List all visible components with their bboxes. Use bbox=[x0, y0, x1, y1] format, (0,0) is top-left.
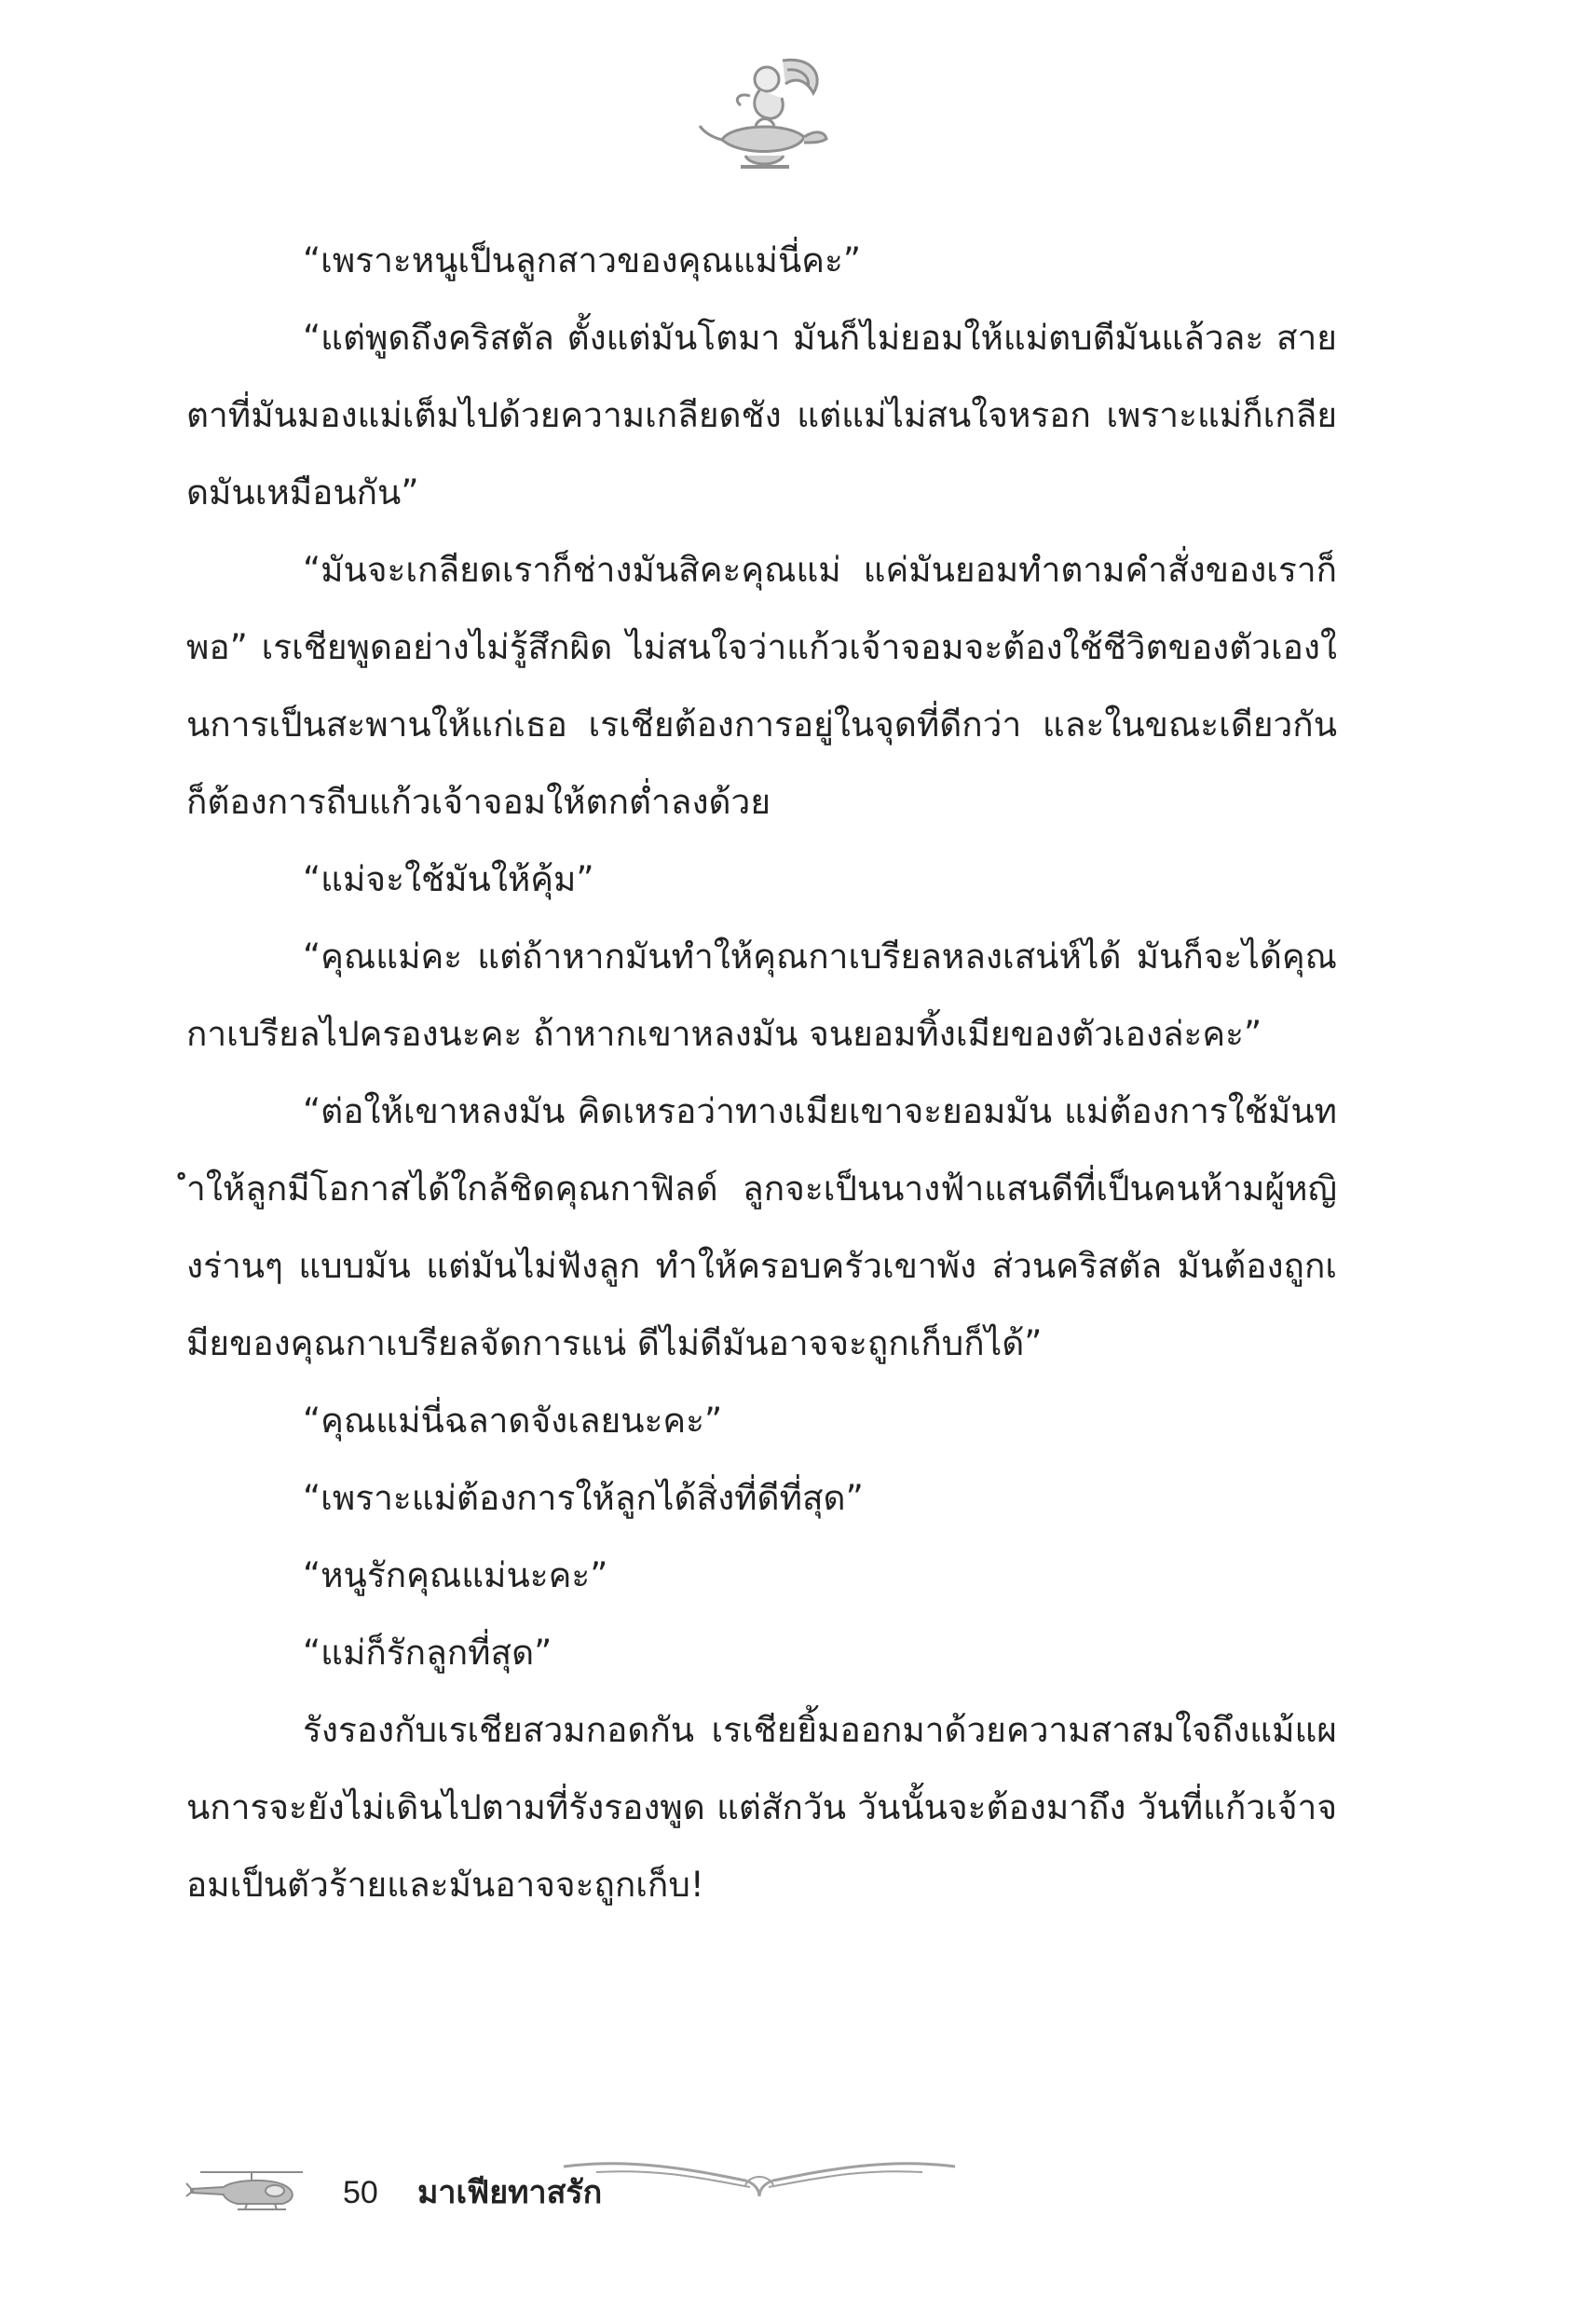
paragraph: “หนูรักคุณแม่นะคะ” bbox=[303, 1555, 608, 1595]
helicopter-icon bbox=[182, 2167, 307, 2213]
paragraph: “เพราะหนูเป็นลูกสาวของคุณแม่นี่คะ” bbox=[303, 240, 862, 280]
body-text bbox=[186, 222, 1337, 1923]
book-title: มาเฟียทาสรัก bbox=[417, 2174, 603, 2211]
paragraph: “แม่จะใช้มันให้คุ้ม” bbox=[303, 859, 594, 899]
paragraph: “คุณแม่นี่ฉลาดจังเลยนะคะ” bbox=[303, 1401, 723, 1441]
paragraph: “แม่ก็รักลูกที่สุด” bbox=[303, 1633, 552, 1673]
paragraph: “แต่พูดถึงคริสตัล ตั้งแต่มันโตมา มันก็ไม่ยอมให้แม่ตบตีมันแล้วละ สายตาที่มันมองแม่เต็มไปด้วยความเกลียดชัง แต่แม่ไม่สนใจหรอก เพราะแม่ก็เกลียดมันเหมือนกัน” bbox=[186, 318, 1337, 513]
paragraph: “มันจะเกลียดเราก็ช่างมันสิคะคุณแม่ แค่มันยอมทำตามคำสั่งของเราก็พอ” เรเชียพูดอย่างไม่รู้สึกผิด ไม่สนใจว่าแก้วเจ้าจอมจะต้องใช้ชีวิตของตัวเองในการเป็นสะพานให้แก่เธอ เรเชียต้องการอยู่ในจุดที่ดีกว่า และในขณะเดียวกันก็ต้องการถีบแก้วเจ้าจอมให้ตกต่ำลงด้วย bbox=[186, 550, 1337, 822]
paragraph: “คุณแม่คะ แต่ถ้าหากมันทำให้คุณกาเบรียลหลงเสน่ห์ได้ มันก็จะได้คุณกาเบรียลไปครองนะคะ ถ้าหากเขาหลงมัน จนยอมทิ้งเมียของตัวเองล่ะคะ” bbox=[186, 937, 1337, 1054]
page-number: 50 bbox=[343, 2175, 378, 2210]
swash-divider-icon bbox=[559, 2148, 960, 2204]
paragraph: “เพราะแม่ต้องการให้ลูกได้สิ่งที่ดีที่สุด” bbox=[303, 1478, 864, 1518]
paragraph: “ต่อให้เขาหลงมัน คิดเหรอว่าทางเมียเขาจะยอมมัน แม่ต้องการใช้มันทำให้ลูกมีโอกาสได้ใกล้ชิดคุณกาฟิลด์ ลูกจะเป็นนางฟ้าแสนดีที่เป็นคนห้ามผู้หญิงร่านๆ แบบมัน แต่มันไม่ฟังลูก ทำให้ครอบครัวเขาพัง ส่วนคริสตัล มันต้องถูกเมียของคุณกาเบรียลจัดการแน่ ดีไม่ดีมันอาจจะถูกเก็บก็ได้” bbox=[186, 1091, 1337, 1363]
cherub-lamp-icon bbox=[694, 51, 834, 177]
paragraph: รังรองกับเรเชียสวมกอดกัน เรเชียยิ้มออกมาด้วยความสาสมใจถึงแม้แผนการจะยังไม่เดินไปตามที่รังรองพูด แต่สักวัน วันนั้นจะต้องมาถึง วันที่แก้วเจ้าจอมเป็นตัวร้ายและมันอาจจะถูกเก็บ! bbox=[186, 1710, 1337, 1905]
